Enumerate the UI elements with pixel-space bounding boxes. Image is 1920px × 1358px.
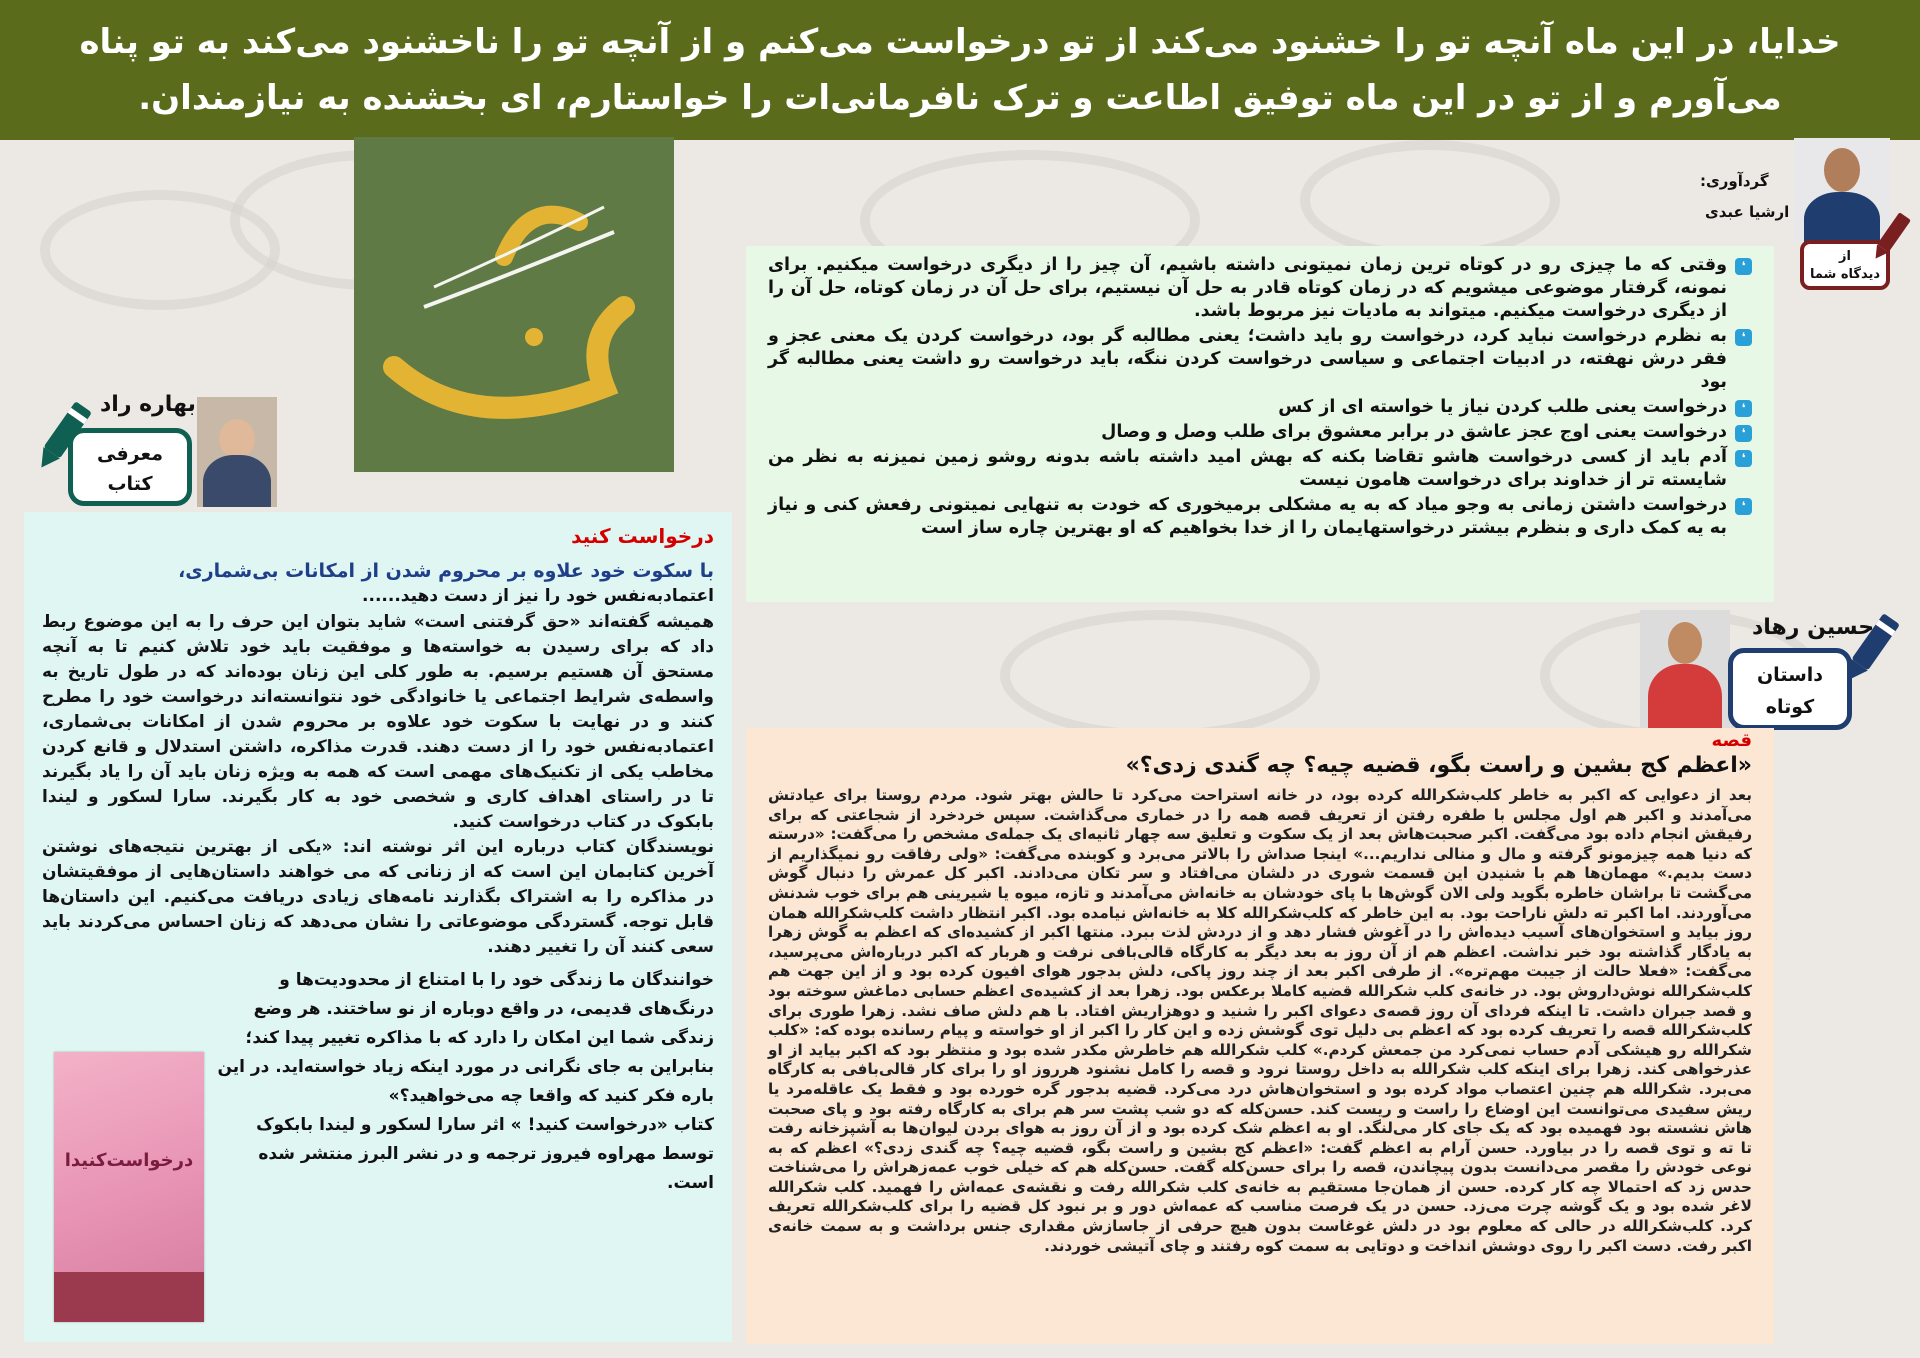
book-title: درخواست کنید (571, 524, 714, 548)
book-lead-2: اعتمادبه‌نفس خود را نیز از دست دهید...... (362, 586, 714, 606)
logo-calligraphy (354, 137, 674, 472)
tag-views-line-1: از (1839, 249, 1851, 264)
story-label: قصه (1711, 730, 1752, 751)
collector-name: ارشیا عبدی (1705, 203, 1790, 221)
quote-icon: ❛ (1735, 498, 1752, 515)
opinion-text: وقتی که ما چیزی رو در کوتاه ترین زمان نمیتونی داشته باشیم، آن چیز را از دیگری درخواست میکنیم. برای نمونه، گرفتار موضوعی میشویم که در زمان کوتاه قادر به حل آن نیستیم، برای حل آن در زمان کوتاه، حل آن را از دیگری درخواست میکنیم. میتواند به مادیات نیز مربوط باشد. (768, 255, 1727, 321)
quote-icon: ❛ (1735, 258, 1752, 275)
opinion-item (768, 325, 1752, 394)
header-line-1: خدایا، در این ماه آنچه تو را خشنود می‌کند از تو درخواست می‌کنم و از آنچه تو را ناخشنود می‌کند به تو پناه (79, 22, 1841, 62)
background-ornament (40, 190, 280, 310)
opinion-item (768, 254, 1752, 323)
opinion-text: آدم باید از کسی درخواست هاشو تقاضا بکنه که بهش امید داشته باشه بدونه روشو زمین نمیزنه به نظر من شایسته تر از خداوند برای درخواست هامون نیست (768, 447, 1727, 490)
pencil-icon (22, 398, 102, 478)
author-photo-story (1640, 610, 1730, 732)
pencil-icon (1830, 610, 1910, 690)
opinions-panel (746, 246, 1774, 602)
book-cover-band (54, 1272, 204, 1322)
book-lead: با سکوت خود علاوه بر محروم شدن از امکانات بی‌شماری، (178, 560, 714, 582)
opinion-text: درخواست یعنی اوج عجز عاشق در برابر معشوق برای طلب وصل و وصال (1101, 422, 1727, 442)
story-title: «اعظم کج بشین و راست بگو، قضیه چیه؟ چه گندی زدی؟» (1125, 753, 1752, 778)
collector-label: گردآوری: (1700, 172, 1769, 190)
opinion-item (768, 494, 1752, 540)
tag-story-line-1: داستان (1756, 664, 1824, 686)
author-photo-book (197, 397, 277, 507)
tag-book-line-1: معرفی (97, 443, 163, 465)
background-ornament (1300, 140, 1560, 260)
author-name-book: بهاره راد (100, 392, 196, 417)
book-paragraph-3: خوانندگان ما زندگی خود را با امتناع از محدودیت‌ها و درنگ‌های قدیمی، در واقع دوباره از نو ساختند. هر وضع زندگی شما این امکان را دارد که با مذاکره تغییر پیدا کند؛ بنابراین به جای نگرانی در مورد اینکه زیاد خواسته‌اید. در این باره فکر کنید که واقعا چه می‌خواهید؟» (217, 970, 714, 1106)
opinion-item (768, 446, 1752, 492)
pencil-icon (1862, 210, 1918, 266)
tag-story-line-2: کوتاه (1765, 696, 1815, 718)
quote-icon: ❛ (1735, 425, 1752, 442)
tag-book-line-2: کتاب (107, 473, 153, 495)
story-body: بعد از دعوایی که اکبر به خاطر کلب‌شکرالله کرده بود، در خانه استراحت می‌کرد تا حالش بهتر شود. مردم روستا برای عیادتش می‌آمدند و اکبر هم اول مجلس با طفره رفتن از تعریف قصه همه را در خماری می‌گذاشت. سپس خردخرد از شجاعتی که برای رفیقش انجام داده بود می‌گفت. اکبر صحبت‌هاش بعد از یک سکوت و تعلیق سه چهار ثانیه‌ای یک جمله‌ی مشخص را می‌گفت: «درسته که دنیا همه چیزمونو گرفته و مال و منالی نداریم...» اینجا صداش را بالاتر می‌برد و کوبنده می‌گفت: «ولی رفاقت رو نمیگذاریم از دست بدیم.» مهمان‌ها هم با شنیدن این قسمت شوری در دلشان می‌افتاد و سر تکان می‌دادند. اکبر کل عمرش را دنبال گوش می‌گشت تا براشان خاطره بگوید ولی الان گوش‌ها با پای خودشان به خانه‌اش می‌آمدند و تازه، میوه یا شیرینی هم برای خوب شدنش می‌آوردند. اما اکبر ته دلش ناراحت بود. به این خاطر که کلب‌شکرالله کلا به خانه‌اش نیامده بود. اکبر انتظار داشت کلب‌شکرالله همان روز بیاید و استخوان‌های آسیب دیده‌اش را در آغوش فشار دهد و از دردش لذت ببرد. منتها اکبر از کشیده‌ای که اعظم به گوش زهرا به یادگار گذاشته بود خبر نداشت. اعظم هم از آن روز به بعد دیگر به کارگاه قالی‌بافی نرفت و هربار که اکبر درباره‌اش می‌پرسید، می‌گفت: «فعلا حالت از جیبت مهم‌تره». از طرفی اکبر بعد از چند روز پاکی، دلش بدجور هوای افیون کرده بود و از این جهت هم کلب‌شکرالله نوش‌داروش بود. در خانه‌ی کلب شکرالله قضیه کاملا برعکس بود. زهرا بعد از کشیده‌ی اعظم حسابی دماغش سوخته بود و قصد جبران داشت. تا اینکه فردای آن روز قصه‌ی دعوای اکبر را شنید و دوهزاریش افتاد. با هم دلش صاف نشد. زهرا طوری برای کلب‌شکرالله قصه را تعریف کرده بود که اعظم بی دلیل توی گوشش زده و این کار را اکبر از او خواسته و پیام رسانده بوده که: «کلب شکرالله رو هیشکی آدم حساب نمی‌کرد من جمعش کردم.» کلب شکرالله هم خاطرش مکدر شده بود و منتظر بود که اکبر بیاید از او عذرخواهی کند. زهرا برای اینکه کلب شکرالله به داخل روستا نرود و قصه را کامل نشنود هرروز او را برای کار قالی‌بافی به کارگاه می‌برد. شکرالله هم چنین اعتصاب مواد کرده بود و استخوان‌هاش درد می‌کرد. قضیه بدجور گره خورده بود و فقط یک عاقله‌مرد یا ریش سفیدی می‌توانست این اوضاع را راست و ریست کند. حسن‌کله که دو شب پشت سر هم برای به کارگاه رفته بود و پای صحبت هاش نشسته بود فهمیده بود که یک جای کار می‌لنگد. او به اعظم شک کرده بود و از آن روز به هوای بردن لیوان‌ها به آشپزخانه رفت تا ته و توی قصه را در بیاورد. حسن آرام به اعظم گفت: «اعظم کج بشین و راست بگو، قضیه چیه؟ چه گندی زدی؟» اعظم که به نوعی خودش را مقصر می‌دانست بدون پیچاندن، قصه را برای حسن‌کله گفت. حسن‌کله هم که خیلی خوب عمه‌زهراش را می‌شناخت حدس زد که احتمالا چه کار کرده. حسن از همان‌جا مستقیم به خانه‌ی کلب شکرالله رفت و نقشه‌ی عمه‌اش را فهمید. کلب شکرالله لاغر شده بود و یک گوشه چرت می‌زد. حسن در یک فرصت مناسب که عمه‌اش دور و بر نبود کل قضیه را برای کلب‌شکرالله تعریف کرد. کلب‌شکرالله در حالی که معلوم بود در دلش غوغاست بدون هیچ حرفی از جاسازش مقداری جنس برداشت و به سمت خانه‌ی اکبر رفت. دست اکبر را روی دوشش انداخت و دوتایی به سمت کوه رفتند و چای آتیشی خوردند. (768, 786, 1752, 1255)
tag-views-line-2: دیدگاه شما (1809, 267, 1881, 282)
book-paragraph-4: کتاب «درخواست کنید! » اثر سارا لسکور و لیندا بابکوک توسط مهراوه فیروز ترجمه و در نشر البرز منتشر شده است. (256, 1115, 714, 1193)
book-cover-title: درخواست‌کنیدا (64, 1150, 194, 1171)
book-paragraph-2: نویسندگان کتاب درباره این اثر نوشته اند: «یکی از بهترین نتیجه‌های نوشتن آخرین کتابمان این است که از زنانی که می خواهند داستان‌هایی از موفقیتشان در مذاکره را به اشتراک بگذارند نامه‌های زیادی دریافت می‌کنیم. این داستان‌ها قابل توجه. گستردگی موضوعاتی را نشان می‌دهد که زنان احساس می‌کردند باید سعی کنند آن را تغییر دهند. (42, 837, 714, 957)
opinion-text: درخواست یعنی طلب کردن نیاز یا خواسته ای از کس (1278, 397, 1727, 417)
book-introduction-panel (24, 512, 732, 1342)
quote-icon: ❛ (1735, 450, 1752, 467)
opinion-item (768, 396, 1752, 419)
opinion-text: درخواست داشتن زمانی به وجو میاد که به یه مشکلی برمیخوری که خودت به تنهایی نمیتونی رفعش کنی و نیاز به یه کمک داری و بنظرم بیشتر درخواستهایمان را از خدا بخواهیم که او بهترین چاره ساز است (768, 495, 1727, 538)
story-panel (746, 728, 1774, 1344)
header-banner (0, 0, 1920, 140)
background-ornament (1000, 610, 1320, 740)
header-line-2: می‌آورم و از تو در این ماه توفیق اطاعت و ترک نافرمانی‌ات را خواستارم، ای بخشنده به نیازمندان. (138, 78, 1782, 118)
author-name-story: حسین رهاد (1752, 615, 1875, 640)
opinion-text: به نظرم درخواست نباید کرد، درخواست رو باید داشت؛ یعنی مطالبه گر بود، درخواست کردن یک معنی عجز و فقر درش نهفته، در ادبیات اجتماعی و سیاسی درخواست کردن ننگه، باید درخواست رو داشت یعنی مطالبه گر بود (768, 326, 1727, 392)
opinion-item (768, 421, 1752, 444)
book-cover-image (54, 1052, 204, 1322)
quote-icon: ❛ (1735, 329, 1752, 346)
logo (354, 137, 674, 472)
book-paragraph-1: همیشه گفته‌اند «حق گرفتنی است» شاید بتوان این حرف را به این موضوع ربط داد که برای رسیدن به خواسته‌ها و موفقیت باید خود تلاش کنیم تا به آنچه مستحق آن هستیم برسیم. به طور کلی این زنان بوده‌اند که در طول تاریخ به واسطه‌ی شرایط اجتماعی یا خانوادگی خود نتوانسته‌اند درخواست خود را مطرح کنند و در نهایت با سکوت خود علاوه بر محروم شدن از امکانات بی‌شماری، اعتمادبه‌نفس خود را از دست دهند. قدرت مذاکره، داشتن استدلال و قانع کردن مخاطب یکی از تکنیک‌های مهمی است که همه به ویژه زنان باید آن را یاد بگیرند تا در راستای اهداف کاری و شخصی خود به کار بگیرند. سارا لسکور و لیندا بابکوک در کتاب درخواست کنید. (42, 612, 714, 832)
quote-icon: ❛ (1735, 400, 1752, 417)
